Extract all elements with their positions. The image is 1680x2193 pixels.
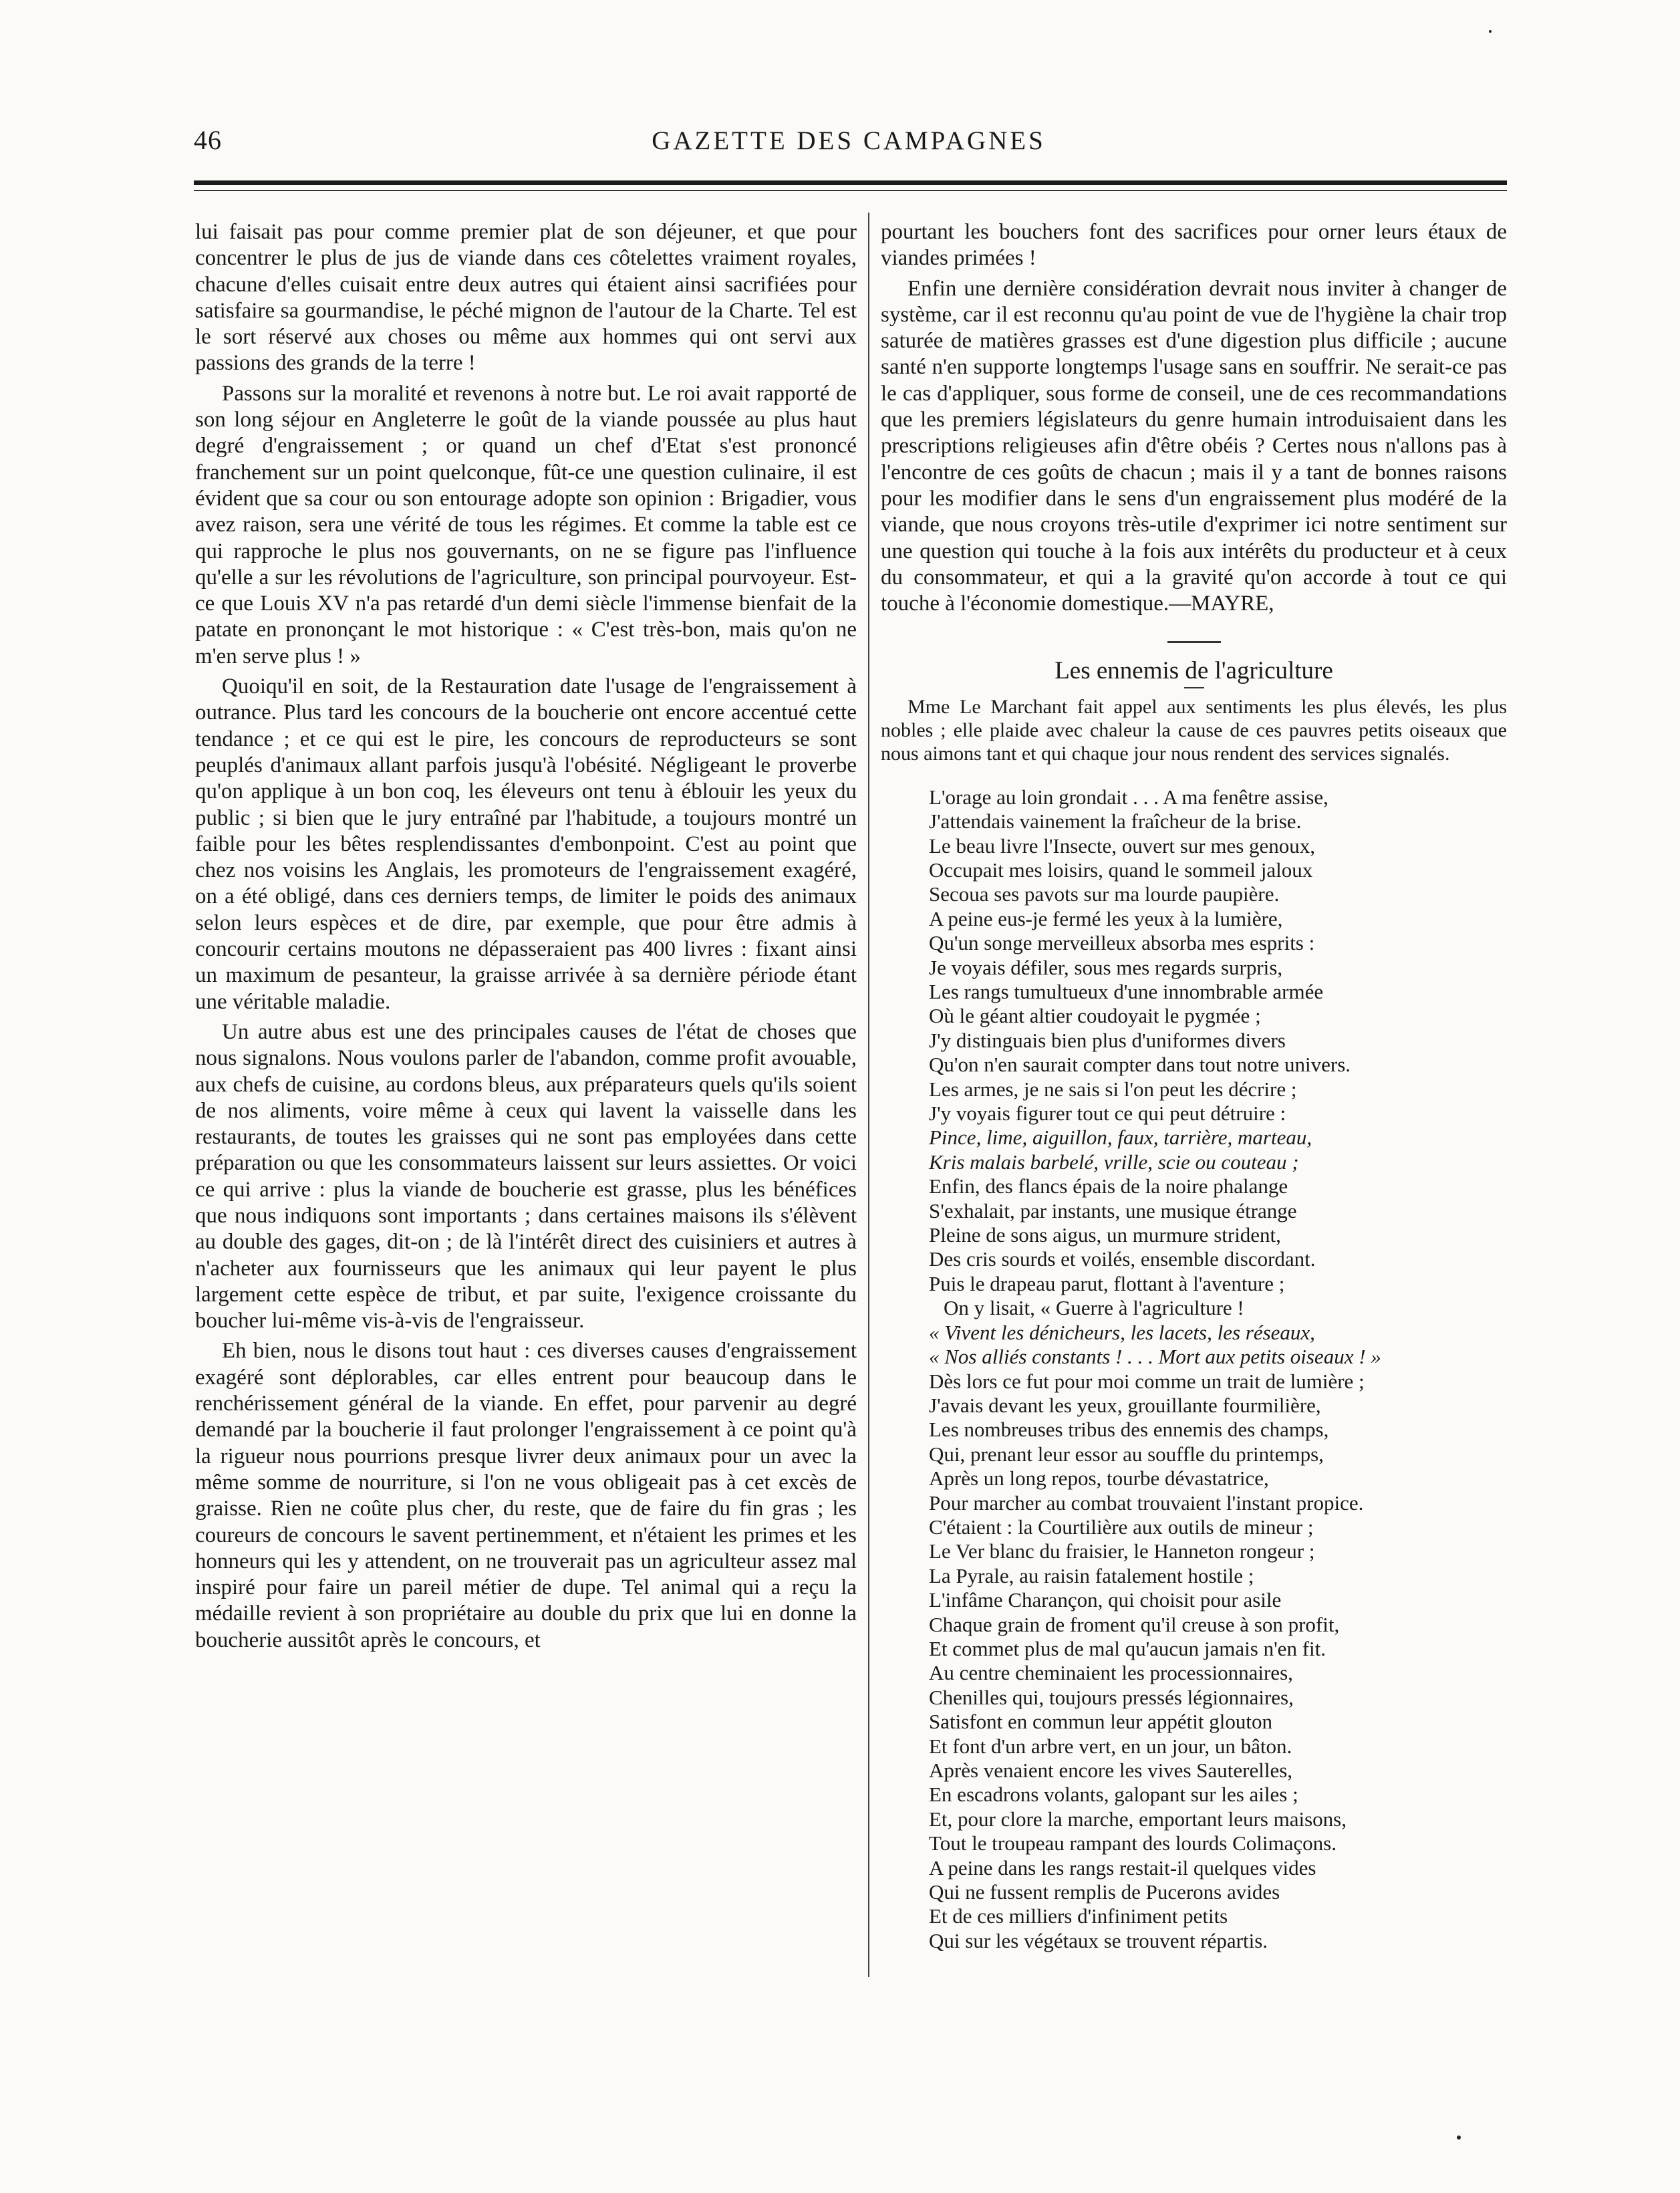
poem-line: A peine dans les rangs restait-il quelques vides — [929, 1855, 1316, 1880]
page-header — [194, 124, 1504, 164]
article-paragraph — [881, 276, 1507, 618]
poem-line: J'avais devant les yeux, grouillante fourmilière, — [929, 1393, 1321, 1417]
poem-line: Qu'un songe merveilleux absorba mes esprits : — [929, 931, 1315, 955]
poem-line: Des cris sourds et voilés, ensemble discordant. — [929, 1247, 1316, 1271]
poem — [929, 785, 1507, 1954]
print-speck — [1457, 2136, 1461, 2140]
poem-line: Qui, prenant leur essor au souffle du printemps, — [929, 1442, 1324, 1466]
poem-line: Et commet plus de mal qu'aucun jamais n'en fit. — [929, 1636, 1326, 1660]
poem-line: J'y distinguais bien plus d'uniformes divers — [929, 1028, 1286, 1052]
poem-line: Qu'on n'en saurait compter dans tout notre univers. — [929, 1053, 1351, 1077]
poem-line: Pour marcher au combat trouvaient l'instant propice. — [929, 1491, 1364, 1515]
article-paragraph-text: Enfin une dernière considération devrait nous inviter à changer de système, car il est reconnu qu'au point de vue de l'hygiène la chair trop saturée de matières grasses est d'une digestion plus difficile ; aucune santé n'en supporte longtemps l'usage sans en souffrir. Ne serait-ce pas le cas d'appliquer, sous forme de conseil, une de ces recommandations que les premiers législateurs du genre humain introduisaient dans les prescriptions religieuses afin d'être obéis ? Certes nous n'allons pas à l'encontre de ces goûts de chacun ; mais il y a tant de bonnes raisons pour les modifier dans le sens d'un engraissement plus modéré de la viande, que nous croyons très-utile d'exprimer ici notre sentiment sur une question qui touche à la fois aux intérêts du producteur et à ceux du consommateur, et qui a la gravité qu'on accorde à tout ce qui touche à l'économie domestique.— — [881, 276, 1507, 616]
poem-line: S'exhalait, par instants, une musique étrange — [929, 1198, 1297, 1222]
journal-title: GAZETTE DES CAMPAGNES — [652, 126, 1046, 155]
poem-line: L'infâme Charançon, qui choisit pour asile — [929, 1588, 1282, 1612]
column-divider — [868, 213, 869, 1977]
poem-line: Qui ne fussent remplis de Pucerons avides — [929, 1880, 1280, 1904]
print-speck — [1489, 30, 1492, 33]
poem-line: L'orage au loin grondait . . . A ma fenêtre assise, — [929, 785, 1328, 809]
poem-line: Et font d'un arbre vert, en un jour, un bâton. — [929, 1734, 1292, 1758]
poem-line: Pleine de sons aigus, un murmure strident, — [929, 1223, 1281, 1247]
article-paragraph: Quoiqu'il en soit, de la Restauration date l'usage de l'engraissement à outrance. Plus tard les concours de la boucherie ont encore accentué cette tendance ; et ce qui est le pire, les concours de reproducteurs se sont peuplés d'animaux allant parfois jusqu'à l'obésité. Négligeant le proverbe qu'on applique à un bon coq, les éleveurs ont tenu à éblouir les yeux du public ; si bien que le jury entraîné par l'habitude, a toujours montré un faible pour les bêtes resplendissantes d'embonpoint. C'est au point que chez nos voisins les Anglais, les promoteurs de l'engraissement exagéré, on a été obligé, dans ces derniers temps, de limiter le poids des animaux selon leurs espèces et de dire, par exemple, que pour être admis à concourir certains moutons ne dépasseraient pas 400 livres : fixant ainsi un maximum de pesanteur, la graisse arrivée à sa dernière période étant une véritable maladie. — [195, 674, 857, 1014]
poem-line: Où le géant altier coudoyait le pygmée ; — [929, 1004, 1261, 1028]
poem-line: Les armes, je ne sais si l'on peut les décrire ; — [929, 1077, 1297, 1101]
poem-line: La Pyrale, au raisin fatalement hostile ; — [929, 1563, 1254, 1587]
poem-line: Enfin, des flancs épais de la noire phalange — [929, 1174, 1288, 1198]
poem-line: Kris malais barbelé, vrille, scie ou couteau ; — [929, 1150, 1299, 1174]
article-paragraph: Passons sur la moralité et revenons à notre but. Le roi avait rapporté de son long séjour en Angleterre le goût de la viande poussée au plus haut degré d'engraissement ; or quand un chef d'Etat s'est prononcé franchement sur un point quelconque, fût-ce une question culinaire, il est évident que sa cour ou son entourage adopte son opinion : Brigadier, vous avez raison, sera une vérité de tous les régimes. Et comme la table est ce qui rapproche le plus nos gouvernants, on ne se figure pas l'influence qu'elle a sur les révolutions de l'agriculture, son principal pourvoyeur. Est-ce que Louis XV n'a pas retardé d'un demi siècle l'immense bienfait de la patate en prononçant le mot historique : « C'est très-bon, mais qu'on ne m'en serve plus ! » — [195, 381, 857, 668]
poem-line: En escadrons volants, galopant sur les ailes ; — [929, 1783, 1298, 1807]
poem-line: J'attendais vainement la fraîcheur de la brise. — [929, 809, 1302, 833]
right-column — [881, 219, 1507, 1953]
poem-line: Dès lors ce fut pour moi comme un trait de lumière ; — [929, 1369, 1365, 1393]
poem-line: Après un long repos, tourbe dévastatrice, — [929, 1466, 1269, 1491]
poem-line: On y lisait, « Guerre à l'agriculture ! — [944, 1296, 1244, 1320]
article-paragraph: lui faisait pas pour comme premier plat de son déjeuner, et que pour concentrer le plus de jus de viande dans ces côtelettes vraiment royales, chacune d'elles cuisait entre deux autres qui étaient ainsi sacrifiées pour satisfaire sa gourmandise, le péché mignon de l'autour de la Charte. Tel est le sort réservé aux choses ou même aux hommes qui ont servi aux passions des grands de la terre ! — [195, 220, 857, 376]
poem-line: J'y voyais figurer tout ce qui peut détruire : — [929, 1102, 1286, 1126]
poem-line: Les rangs tumultueux d'une innombrable armée — [929, 980, 1324, 1003]
poem-line: A peine eus-je fermé les yeux à la lumière, — [929, 906, 1283, 930]
section-intro: Mme Le Marchant fait appel aux sentiments les plus élevés, les plus nobles ; elle plaide avec chaleur la cause de ces pauvres petits oiseaux que nous aimons tant et qui chaque jour nous rendent des services signalés. — [881, 695, 1507, 765]
poem-line: Tout le troupeau rampant des lourds Colimaçons. — [929, 1831, 1337, 1855]
poem-line: Satisfont en commun leur appétit glouton — [929, 1710, 1272, 1734]
left-column — [195, 219, 857, 1654]
poem-line: Le Ver blanc du fraisier, le Hanneton rongeur ; — [929, 1539, 1315, 1563]
poem-line: « Nos alliés constants ! . . . Mort aux petits oiseaux ! » — [929, 1345, 1381, 1369]
article-paragraph: Un autre abus est une des principales causes de l'état de choses que nous signalons. Nous voulons parler de l'abandon, comme profit avouable, aux chefs de cuisine, au cordons bleus, aux préparateurs quels qu'ils soient de nos aliments, voire même à ceux qui lavent la vaisselle dans les restaurants, de toutes les graisses qui ne sont pas employées dans cette préparation ou que les consommateurs laissent sur leurs assiettes. Or voici ce qui arrive : plus la viande de boucherie est grasse, plus les bénéfices que nous indiquons sont importants ; dans certaines maisons ils s'élèvent au double des gages, dit-on ; de là l'intérêt direct des cuisiniers et autres à n'acheter aux fournisseurs que les animaux qui leur payent le plus largement cette espèce de tribut, et par suite, l'exigence croissante du boucher lui-même vis-à-vis de l'engraisseur. — [195, 1019, 857, 1333]
poem-line: Le beau livre l'Insecte, ouvert sur mes genoux, — [929, 833, 1316, 858]
poem-line: Les nombreuses tribus des ennemis des champs, — [929, 1418, 1329, 1442]
header-rule-thin — [194, 190, 1507, 191]
poem-line: Occupait mes loisirs, quand le sommeil jaloux — [929, 858, 1313, 882]
poem-line: Chaque grain de froment qu'il creuse à son profit, — [929, 1612, 1340, 1636]
title-divider — [1184, 687, 1204, 688]
author-signature: MAYRE, — [1191, 592, 1274, 616]
poem-line: Au centre cheminaient les processionnaires, — [929, 1661, 1293, 1685]
poem-line: « Vivent les dénicheurs, les lacets, les réseaux, — [929, 1320, 1315, 1344]
poem-line: Pince, lime, aiguillon, faux, tarrière, marteau, — [929, 1126, 1312, 1150]
poem-line: Après venaient encore les vives Sauterelles, — [929, 1759, 1293, 1782]
header-rule-thick — [194, 180, 1507, 185]
poem-line: Chenilles qui, toujours pressés légionnaires, — [929, 1685, 1294, 1709]
poem-line: C'étaient : la Courtilière aux outils de mineur ; — [929, 1515, 1314, 1539]
poem-line: Et de ces milliers d'infiniment petits — [929, 1904, 1228, 1928]
poem-line: Puis le drapeau parut, flottant à l'aventure ; — [929, 1271, 1285, 1295]
poem-line: Qui sur les végétaux se trouvent répartis. — [929, 1928, 1268, 1952]
poem-line: Secoua ses pavots sur ma lourde paupière. — [929, 882, 1280, 906]
poem-line: Et, pour clore la marche, emportant leurs maisons, — [929, 1807, 1347, 1831]
poem-line: Je voyais défiler, sous mes regards surpris, — [929, 955, 1283, 979]
article-paragraph: pourtant les bouchers font des sacrifices pour orner leurs étaux de viandes primées ! — [881, 220, 1507, 271]
article-paragraph: Eh bien, nous le disons tout haut : ces diverses causes d'engraissement exagéré sont déplorables, car elles entrent pour beaucoup dans le renchérissement général de la viande. En effet, pour parvenir au degré demandé par la boucherie il faut prolonger l'engraissement à ce point qu'à la rigueur nous pourrions presque livrer deux animaux pour un avec la même somme de nourriture, si l'on ne vous obligeait pas à cet excès de graisse. Rien ne coûte plus cher, du reste, que de faire du fin gras ; les coureurs de concours le savent pertinemment, et n'étaient les primes et les honneurs qui les y attendent, on ne trouverait pas un agriculteur assez mal inspiré pour faire un pareil métier de dupe. Tel animal qui a reçu la médaille revient à son propriétaire au double du prix que lui en donne la boucherie aussitôt après le concours, et — [195, 1339, 857, 1652]
page-number: 46 — [194, 125, 222, 155]
section-title: Les ennemis de l'agriculture — [881, 641, 1507, 684]
